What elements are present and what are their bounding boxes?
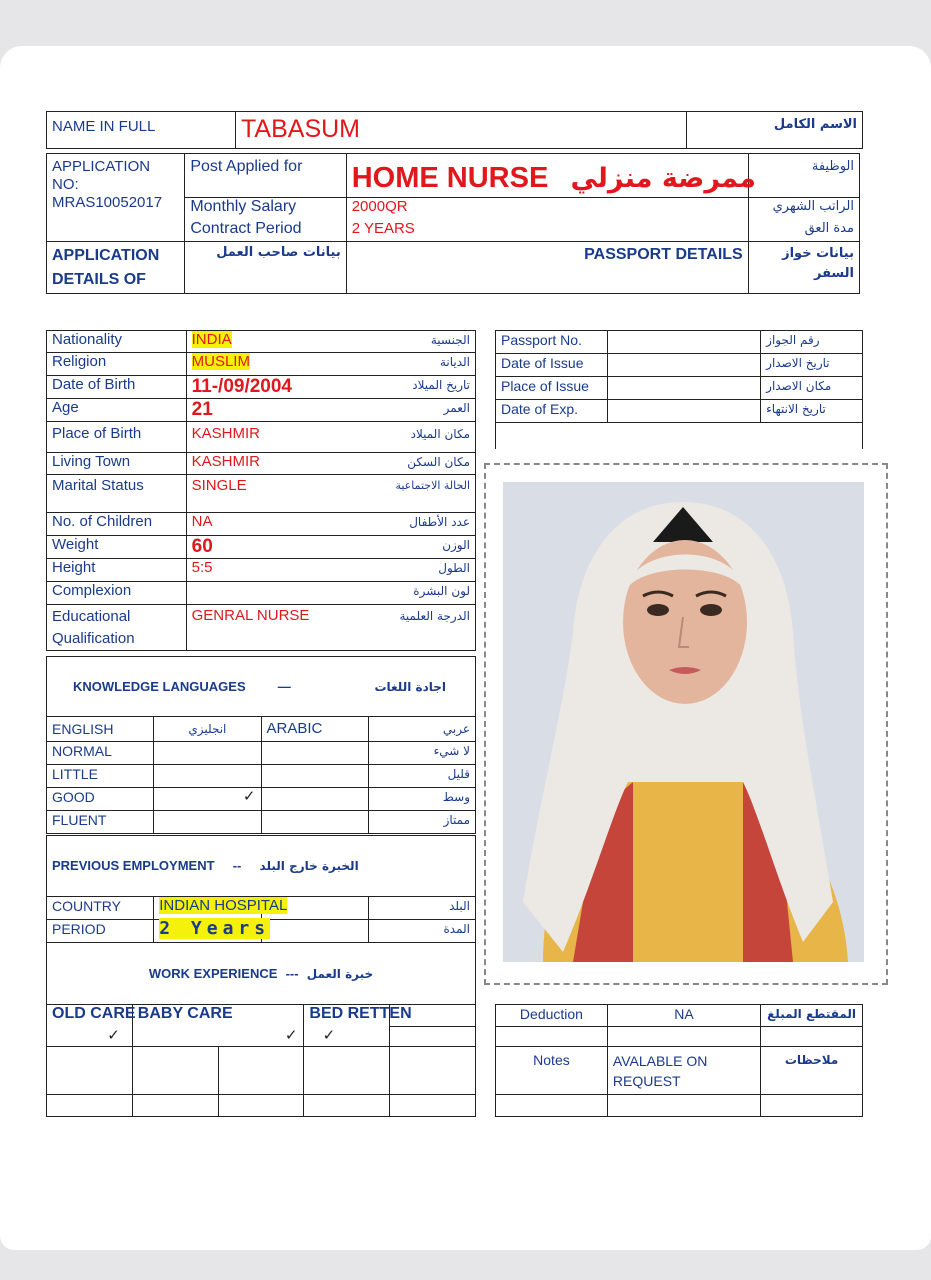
experience-heading [47,943,476,1005]
extra-blank-6 [761,1095,863,1117]
period-blank [261,920,368,943]
nationality-value-cell [186,331,369,353]
skill-baby-care: BABY CARE [132,1005,304,1027]
living-town-label: Living Town [47,453,187,475]
employer-label-ar: بيانات صاحب العمل [185,242,346,294]
level-good-english: ✓ [154,788,261,811]
date-exp-value [607,400,760,423]
level-good-label: GOOD [47,788,154,811]
notes-label: Notes [496,1047,608,1095]
country-ar: البلد [368,897,475,920]
application-no-label: APPLICATION NO: [52,158,151,193]
contract-value: 2 YEARS [346,220,748,242]
post-value-cell [346,154,756,198]
extra-blank-1 [496,1027,608,1047]
level-good-ar: وسط [368,788,475,811]
contract-label: Contract Period [185,220,346,242]
date-exp-ar: تاريخ الانتهاء [761,400,863,423]
experience-dash: --- [285,965,299,981]
extra-table [495,1004,863,1117]
salary-label-ar: الراتب الشهري [748,198,859,220]
app-details-label: APPLICATION DETAILS OF [47,242,185,294]
exp-blank-1 [47,1047,133,1095]
exp-blank-4 [304,1047,390,1095]
exp-blank-9 [304,1095,390,1117]
dob-label: Date of Birth [47,376,187,399]
notes-value: AVALABLE ON REQUEST [607,1047,760,1095]
period-ar: المدة [368,920,475,943]
languages-table [46,656,476,834]
education-ar: الدرجة العلمية [369,605,476,651]
passport-no-label: Passport No. [496,331,608,354]
weight-ar: الوزن [369,536,476,559]
arabic-label: ARABIC [261,717,368,742]
name-table [46,111,863,149]
religion-ar: الديانة [369,353,476,376]
complexion-ar: لون البشرة [369,582,476,605]
skill-old-care: OLD CARE [47,1005,133,1027]
english-label: ENGLISH [47,717,154,742]
personal-table [46,330,476,651]
weight-value: 60 [186,536,369,559]
level-good-arabic [261,788,368,811]
application-table [46,153,860,294]
employment-table [46,835,476,943]
passport-no-ar: رقم الجواز [761,331,863,354]
dob-ar: تاريخ الميلاد [369,376,476,399]
passport-details-ar: بيانات خواز السفر [748,242,859,294]
level-fluent-arabic [261,811,368,834]
exp-blank-3 [218,1047,304,1095]
name-label: NAME IN FULL [47,112,236,149]
pob-label: Place of Birth [47,422,187,453]
passport-blank [496,423,863,449]
application-no-cell [47,154,185,242]
deduction-ar: المقتطع المبلغ [761,1005,863,1027]
dob-value: 11-/09/2004 [186,376,369,399]
height-label: Height [47,559,187,582]
languages-heading [47,657,476,717]
pob-value: KASHMIR [186,422,369,453]
application-no: MRAS10052017 [52,194,163,211]
pob-ar: مكان الميلاد [369,422,476,453]
living-town-ar: مكان السكن [369,453,476,475]
place-issue-value [607,377,760,400]
period-label: PERIOD [47,920,154,943]
passport-details-label: PASSPORT DETAILS [346,242,748,294]
period-value: 2 Years [159,918,271,939]
languages-dash: — [277,678,291,694]
children-value: NA [186,513,369,536]
extra-blank-2 [607,1027,760,1047]
contract-label-ar: مدة العق [748,220,859,242]
nationality-label: Nationality [47,331,187,353]
level-little-ar: قليل [368,765,475,788]
living-town-value: KASHMIR [186,453,369,475]
country-value-cell [154,897,288,920]
level-normal-english [154,742,261,765]
complexion-label: Complexion [47,582,187,605]
experience-title-ar: خبرة العمل [306,966,374,981]
religion-label: Religion [47,353,187,376]
height-value: 5:5 [186,559,369,582]
level-normal-label: NORMAL [47,742,154,765]
extra-blank-5 [607,1095,760,1117]
extra-blank-3 [761,1027,863,1047]
post-label-ar: الوظيفة [748,154,859,198]
name-label-ar: الاسم الكامل [687,112,863,149]
salary-value: 2000QR [346,198,748,220]
children-ar: عدد الأطفال [369,513,476,536]
level-normal-ar: لا شيء [368,742,475,765]
place-issue-label: Place of Issue [496,377,608,400]
date-issue-label: Date of Issue [496,354,608,377]
date-issue-value [607,354,760,377]
experience-title: WORK EXPERIENCE [148,965,278,981]
post-value: HOME NURSE [351,162,549,194]
marital-label: Marital Status [47,475,187,513]
marital-value: SINGLE [186,475,369,513]
level-normal-arabic [261,742,368,765]
exp-blank-2 [132,1047,218,1095]
employment-title: PREVIOUS EMPLOYMENT [52,858,215,873]
applicant-photo-illustration [503,482,864,962]
country-value: INDIAN HOSPITAL [159,897,288,914]
notes-ar: ملاحظات [761,1047,863,1095]
age-label: Age [47,399,187,422]
exp-blank-10 [390,1095,476,1117]
extra-blank-4 [496,1095,608,1117]
arabic-ar: عربي [368,717,475,742]
exp-blank-5 [390,1047,476,1095]
skill-bed-retten-mark: ✓ [304,1027,390,1047]
level-little-english [154,765,261,788]
age-value: 21 [186,399,369,422]
level-fluent-ar: ممتاز [368,811,475,834]
post-value-ar: ممرضة منزلي [570,163,756,194]
country-label: COUNTRY [47,897,154,920]
religion-value: MUSLIM [191,353,250,370]
english-ar: انجليزي [154,717,261,742]
deduction-value: NA [607,1005,760,1027]
languages-title: KNOWLEDGE LANGUAGES [73,678,246,694]
skill-bed-retten: BED RETTEN [304,1005,390,1027]
experience-table [46,942,476,1117]
employment-title-ar: الخبرة خارج البلد [259,859,359,873]
date-exp-label: Date of Exp. [496,400,608,423]
period-value-cell [154,918,271,943]
level-little-label: LITTLE [47,765,154,788]
level-fluent-english [154,811,261,834]
employment-heading [47,836,476,897]
weight-label: Weight [47,536,187,559]
skill-old-care-mark: ✓ [47,1027,133,1047]
exp-blank-8 [218,1095,304,1117]
education-label: Educational Qualification [47,605,187,651]
name-value: TABASUM [236,112,687,149]
level-little-arabic [261,765,368,788]
passport-no-value [607,331,760,354]
height-ar: الطول [369,559,476,582]
place-issue-ar: مكان الاصدار [761,377,863,400]
post-label: Post Applied for [185,154,346,198]
date-issue-ar: تاريخ الاصدار [761,354,863,377]
languages-title-ar: اجادة اللغات [374,679,446,694]
exp-blank-7 [132,1095,218,1117]
complexion-value [186,582,369,605]
level-fluent-label: FLUENT [47,811,154,834]
passport-table [495,330,863,449]
salary-label: Monthly Salary [185,198,346,220]
nationality-ar: الجنسية [369,331,476,353]
religion-value-cell [186,353,369,376]
employment-dash: -- [232,858,242,873]
age-ar: العمر [369,399,476,422]
nationality-value: INDIA [191,331,232,348]
exp-blank-6 [47,1095,133,1117]
applicant-photo [503,482,864,962]
skill-mark-blank [390,1027,476,1047]
marital-ar: الحالة الاجتماعية [369,475,476,513]
education-value: GENRAL NURSE [186,605,369,651]
skill-baby-care-mark: ✓ [132,1027,304,1047]
deduction-label: Deduction [496,1005,608,1027]
children-label: No. of Children [47,513,187,536]
